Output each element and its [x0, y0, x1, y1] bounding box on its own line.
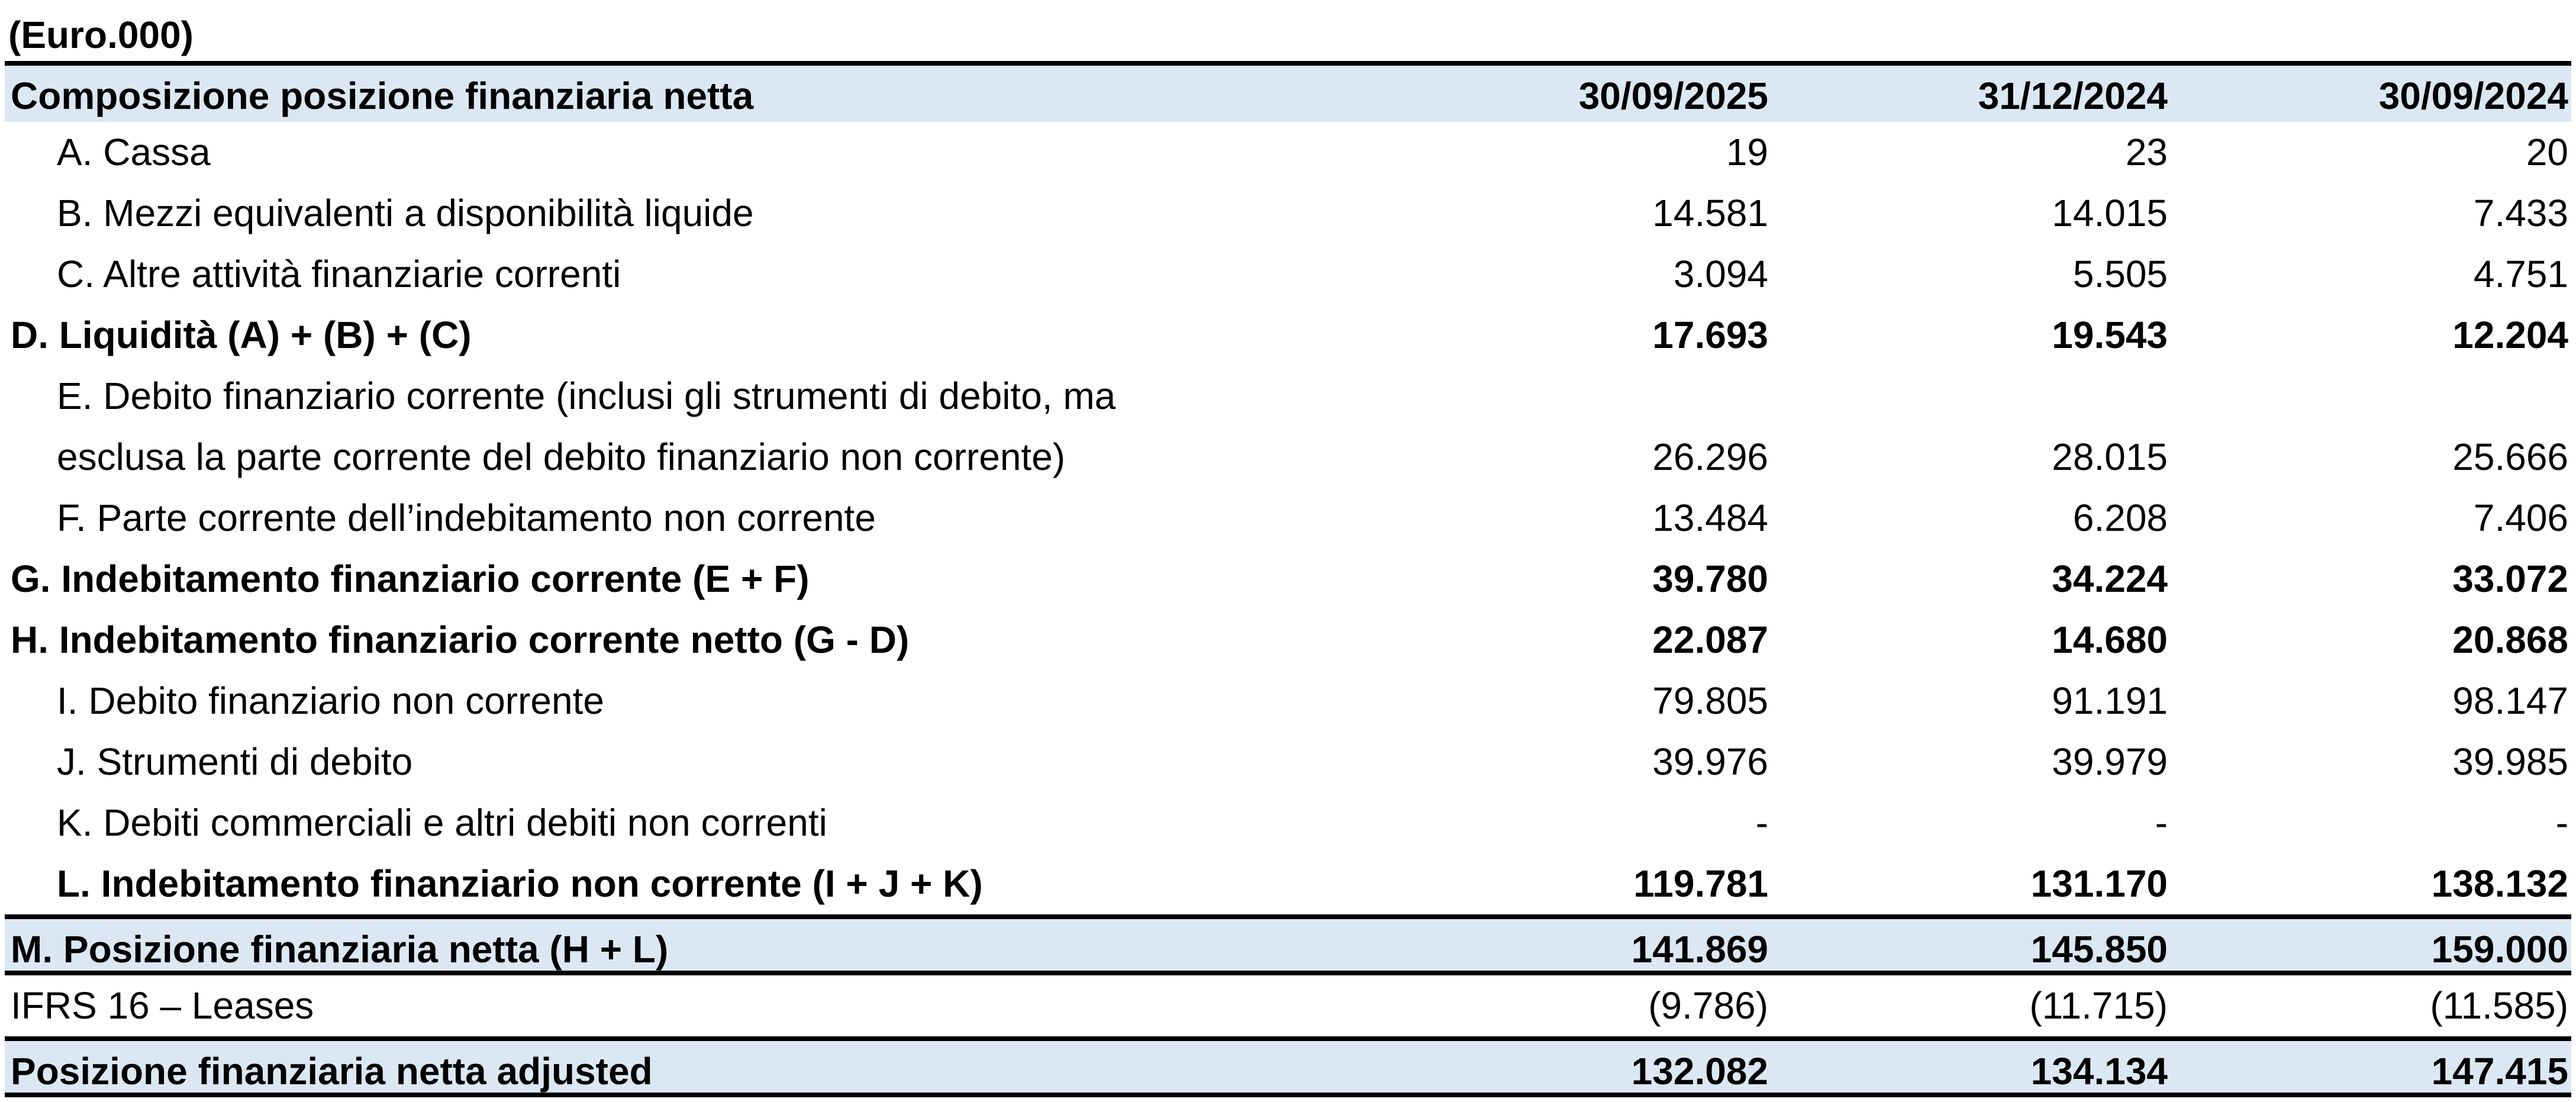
row-value-1: 119.781: [1633, 862, 1768, 905]
column-header-2: 31/12/2024: [1978, 75, 2168, 117]
column-header-1: 30/09/2025: [1578, 75, 1768, 117]
row-value-3: 7.433: [2473, 192, 2568, 234]
net-financial-position-table: [5, 61, 2571, 1097]
row-value-3: (11.585): [2430, 984, 2568, 1027]
row-value-1: 14.581: [1652, 192, 1768, 234]
table-row-k: [5, 792, 2571, 853]
row-label: F. Parte corrente dell’indebitamento non corrente: [57, 497, 876, 539]
table-row-j: [5, 732, 2571, 792]
row-value-3: 20.868: [2452, 618, 2568, 661]
row-label: A. Cassa: [57, 131, 211, 173]
row-value-3: 39.985: [2452, 740, 2568, 783]
table-row-c: [5, 244, 2571, 305]
row-value-1: 19: [1726, 131, 1768, 173]
row-label: Posizione finanziaria netta adjusted: [11, 1050, 653, 1093]
row-value-2: 39.979: [2052, 740, 2168, 783]
row-value-2: 28.015: [2052, 436, 2168, 478]
row-value-1: 3.094: [1673, 253, 1768, 295]
row-value-1: 26.296: [1652, 436, 1768, 478]
row-label: G. Indebitamento finanziario corrente (E + F): [11, 558, 810, 600]
row-value-1: 39.780: [1652, 558, 1768, 600]
row-value-2: 134.134: [2030, 1050, 2168, 1093]
table-row-h: [5, 610, 2571, 671]
row-value-2: 19.543: [2052, 314, 2168, 356]
row-value-3: 7.406: [2473, 497, 2568, 539]
row-value-3: 147.415: [2431, 1050, 2568, 1093]
row-value-2: 91.191: [2052, 679, 2168, 722]
row-value-1: 132.082: [1631, 1050, 1768, 1093]
table-row-m-total: [5, 914, 2571, 975]
table-row-adjusted-total: [5, 1036, 2571, 1097]
row-label: H. Indebitamento finanziario corrente netto (G - D): [11, 618, 910, 661]
row-value-2: 14.015: [2052, 192, 2168, 234]
row-value-2: -: [2155, 801, 2168, 844]
row-value-1: 39.976: [1652, 740, 1768, 783]
column-header-3: 30/09/2024: [2378, 75, 2568, 117]
row-label: esclusa la parte corrente del debito finanziario non corrente): [57, 436, 1066, 478]
row-label: IFRS 16 – Leases: [11, 984, 314, 1027]
row-value-1: -: [1755, 801, 1768, 844]
row-value-1: 141.869: [1631, 928, 1768, 971]
row-value-3: 98.147: [2452, 679, 2568, 722]
row-value-2: (11.715): [2029, 984, 2168, 1027]
unit-label: (Euro.000): [8, 14, 194, 56]
table-row-l: [5, 853, 2571, 914]
row-value-3: 4.751: [2473, 253, 2568, 295]
row-label: E. Debito finanziario corrente (inclusi gli strumenti di debito, ma: [57, 375, 1116, 417]
row-value-3: 25.666: [2452, 436, 2568, 478]
table-row-e-line1: [5, 366, 2571, 427]
row-value-3: 12.204: [2452, 314, 2568, 356]
row-value-3: -: [2555, 801, 2568, 844]
row-value-2: 5.505: [2072, 253, 2168, 295]
row-label: L. Indebitamento finanziario non corrente (I + J + K): [57, 862, 983, 905]
row-label: K. Debiti commerciali e altri debiti non correnti: [57, 801, 827, 844]
row-value-3: 159.000: [2431, 928, 2568, 971]
row-value-2: 23: [2125, 131, 2168, 173]
row-value-3: 33.072: [2452, 558, 2568, 600]
row-value-1: (9.786): [1648, 984, 1768, 1027]
table-row-ifrs16: [5, 975, 2571, 1036]
row-value-1: 79.805: [1652, 679, 1768, 722]
table-row-i: [5, 671, 2571, 732]
row-value-1: 22.087: [1652, 618, 1768, 661]
row-label: D. Liquidità (A) + (B) + (C): [11, 314, 472, 356]
table-row-g: [5, 549, 2571, 610]
row-label: I. Debito finanziario non corrente: [57, 679, 604, 722]
row-label: C. Altre attività finanziarie correnti: [57, 253, 621, 295]
row-value-2: 14.680: [2052, 618, 2168, 661]
table-row-d: [5, 305, 2571, 366]
table-header-row: [5, 61, 2571, 122]
row-label: B. Mezzi equivalenti a disponibilità liquide: [57, 192, 754, 234]
table-row-b: [5, 183, 2571, 244]
row-value-3: 138.132: [2431, 862, 2568, 905]
row-value-1: 13.484: [1652, 497, 1768, 539]
table-row-e-line2: [5, 427, 2571, 488]
row-value-2: 131.170: [2030, 862, 2168, 905]
row-value-2: 145.850: [2030, 928, 2168, 971]
row-value-2: 34.224: [2052, 558, 2168, 600]
row-label: J. Strumenti di debito: [57, 740, 413, 783]
row-value-3: 20: [2526, 131, 2568, 173]
table-title: Composizione posizione finanziaria netta: [11, 75, 754, 117]
row-value-2: 6.208: [2072, 497, 2168, 539]
table-row-f: [5, 488, 2571, 549]
table-row-a: [5, 122, 2571, 183]
row-label: M. Posizione finanziaria netta (H + L): [11, 928, 669, 971]
row-value-1: 17.693: [1652, 314, 1768, 356]
